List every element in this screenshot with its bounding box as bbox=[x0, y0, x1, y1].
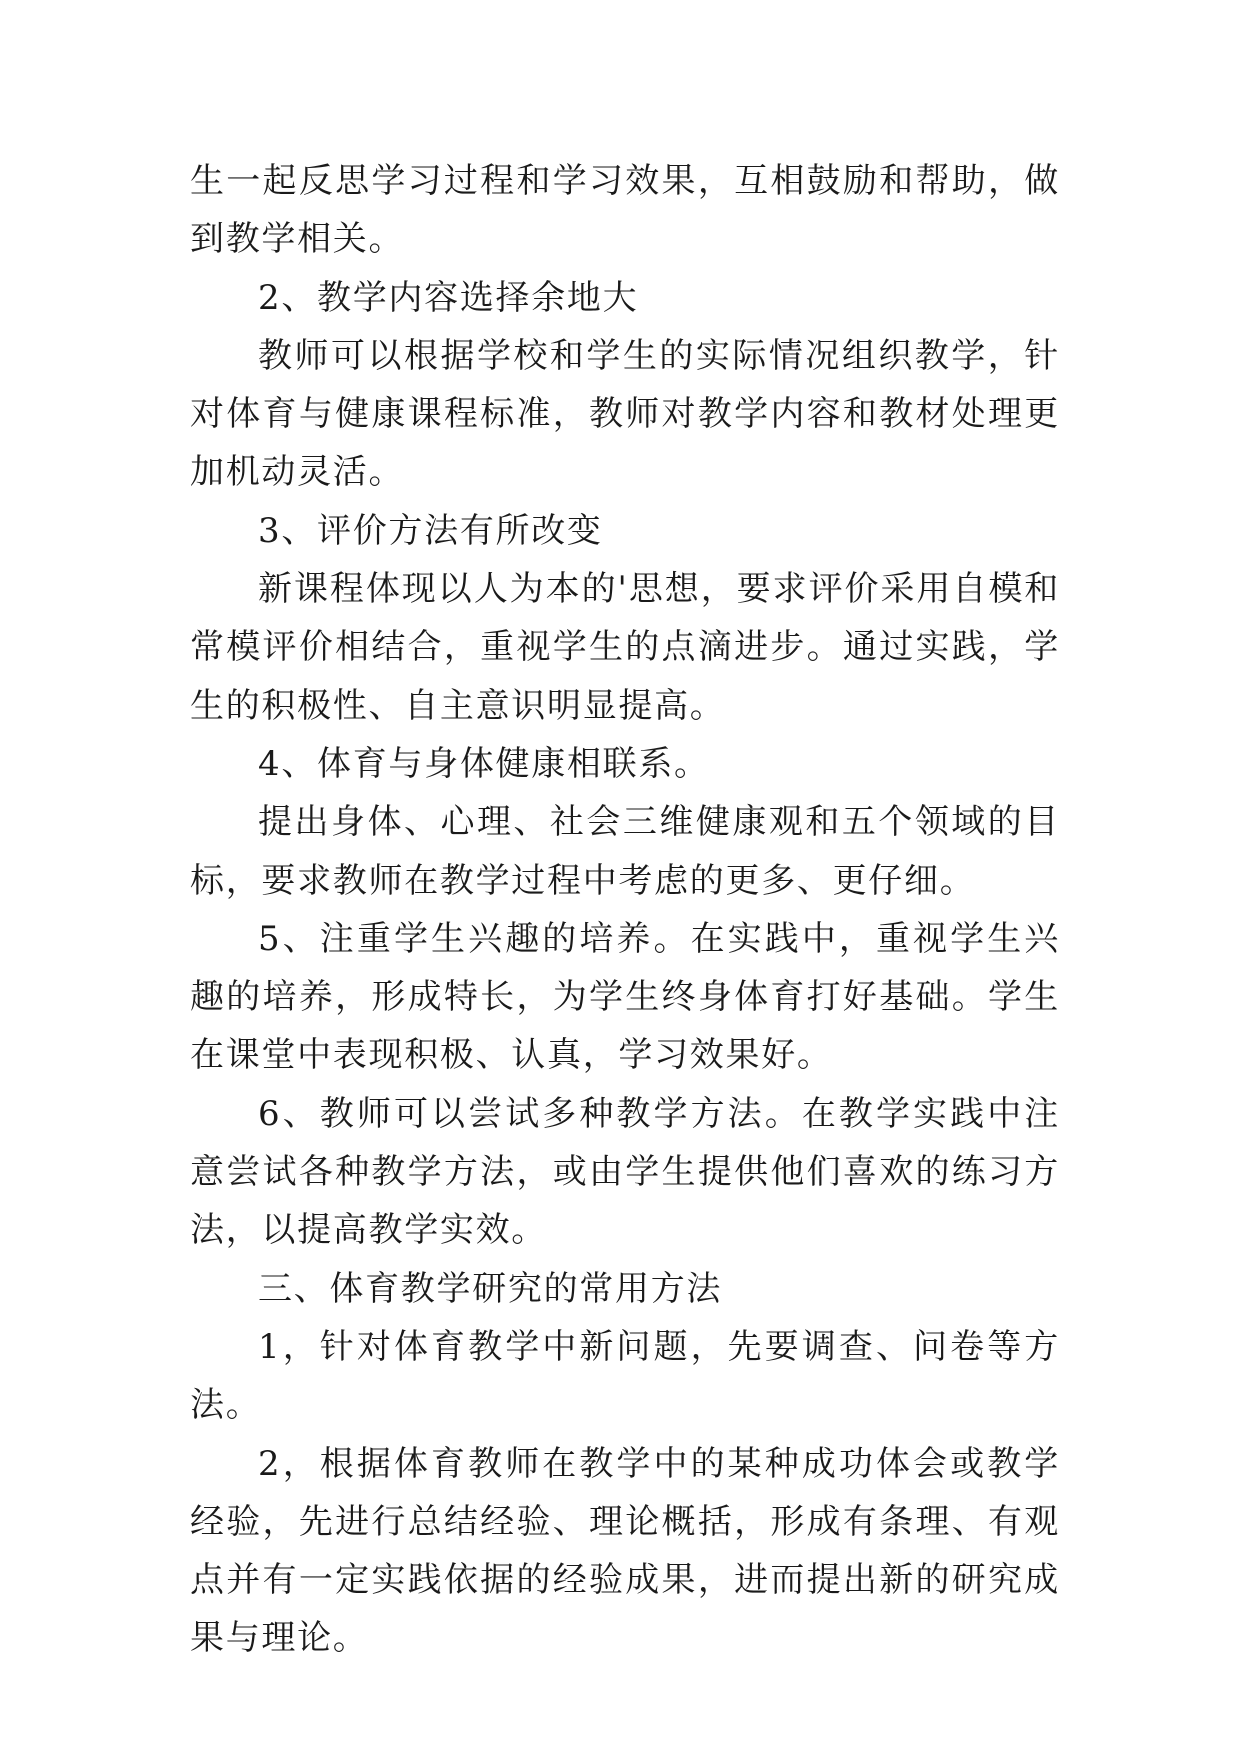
heading-item-4: 4、体育与身体健康相联系。 bbox=[258, 743, 710, 784]
paragraph-item-6: 6、教师可以尝试多种教学方法。在教学实践中注意尝试各种教学方法，或由学生提供他们喜欢的练习方法，以提高教学实效。 bbox=[190, 1093, 1060, 1251]
paragraph-continuation: 生一起反思学习过程和学习效果，互相鼓励和帮助，做到教学相关。 bbox=[190, 161, 1060, 260]
document-body bbox=[190, 152, 1060, 1668]
paragraph-item-2: 教师可以根据学校和学生的实际情况组织教学，针对体育与健康课程标准，教师对教学内容和教材处理更加机动灵活。 bbox=[190, 335, 1060, 493]
heading-item-3: 3、评价方法有所改变 bbox=[258, 510, 603, 551]
paragraph-item-5: 5、注重学生兴趣的培养。在实践中，重视学生兴趣的培养，形成特长，为学生终身体育打好基础。学生在课堂中表现积极、认真，学习效果好。 bbox=[190, 918, 1060, 1076]
method-item-2: 2，根据体育教师在教学中的某种成功体会或教学经验，先进行总结经验、理论概括，形成有条理、有观点并有一定实践依据的经验成果，进而提出新的研究成果与理论。 bbox=[190, 1443, 1060, 1659]
section-heading-3: 三、体育教学研究的常用方法 bbox=[258, 1268, 723, 1309]
paragraph-item-4: 提出身体、心理、社会三维健康观和五个领域的目标，要求教师在教学过程中考虑的更多、更仔细。 bbox=[190, 802, 1060, 901]
heading-item-2: 2、教学内容选择余地大 bbox=[258, 277, 639, 318]
method-item-1: 1，针对体育教学中新问题，先要调查、问卷等方法。 bbox=[190, 1326, 1060, 1426]
paragraph-item-3: 新课程体现以人为本的'思想，要求评价采用自模和常模评价相结合，重视学生的点滴进步。通过实践，学生的积极性、自主意识明显提高。 bbox=[190, 569, 1060, 726]
